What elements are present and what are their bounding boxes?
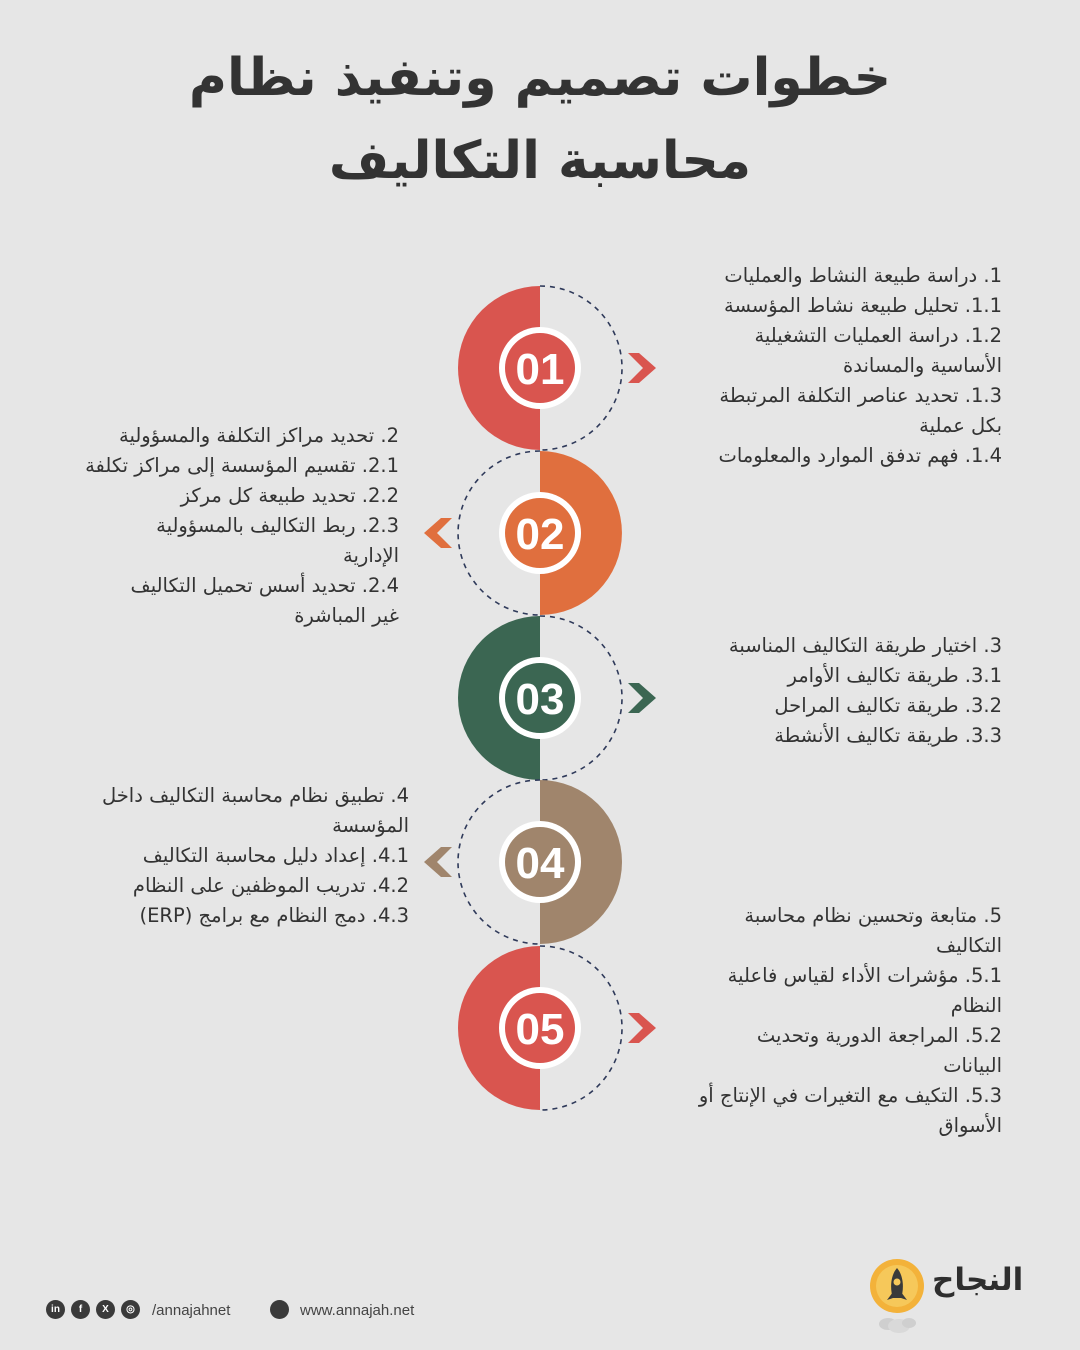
brand-name: النجاح: [932, 1262, 1024, 1298]
linkedin-icon[interactable]: in: [46, 1300, 65, 1319]
step-3-number: 03: [515, 675, 565, 724]
step-3-line: 3.1. طريقة تكاليف الأوامر: [787, 664, 1002, 687]
step-3-text: [672, 631, 1002, 751]
step-4-line: 4.1. إعداد دليل محاسبة التكاليف: [142, 844, 409, 867]
step-3-line: 3.3. طريقة تكاليف الأنشطة: [774, 724, 1002, 747]
step-1-line: بكل عملية: [919, 414, 1002, 437]
step-1-text: [682, 261, 1002, 471]
step-1-line: 1.1. تحليل طبيعة نشاط المؤسسة: [724, 294, 1002, 317]
step-2-number: 02: [515, 510, 565, 559]
step-4-line: 4.2. تدريب الموظفين على النظام: [132, 874, 409, 897]
globe-icon: [270, 1300, 289, 1319]
step-1-chevron-icon: [628, 353, 656, 383]
facebook-icon[interactable]: f: [71, 1300, 90, 1319]
step-1-number: 01: [515, 345, 565, 394]
step-1-line: 1.3. تحديد عناصر التكلفة المرتبطة: [719, 384, 1002, 407]
step-5-line: 5.1. مؤشرات الأداء لقياس فاعلية: [727, 964, 1002, 987]
step-2-line: الإدارية: [343, 544, 399, 567]
step-2-line: 2.4. تحديد أسس تحميل التكاليف: [130, 574, 399, 597]
website-link[interactable]: www.annajah.net: [300, 1302, 415, 1319]
step-5-line: 5.2. المراجعة الدورية وتحديث: [756, 1024, 1002, 1047]
page-title-line-2: محاسبة التكاليف: [328, 131, 752, 191]
step-5-text: [672, 901, 1002, 1141]
social-handle[interactable]: /annajahnet: [152, 1302, 231, 1319]
step-5-line: النظام: [950, 994, 1002, 1017]
step-2-line: غير المباشرة: [294, 604, 399, 627]
step-5-number: 05: [515, 1005, 565, 1054]
step-4-line: 4.3. دمج النظام مع برامج (ERP): [139, 904, 409, 927]
step-4-text: [54, 781, 409, 931]
step-4-number: 04: [515, 839, 565, 888]
step-2-line: 2.2. تحديد طبيعة كل مركز: [180, 484, 399, 507]
step-5-chevron-icon: [628, 1013, 656, 1043]
step-1-line: 1.2. دراسة العمليات التشغيلية: [754, 324, 1002, 347]
page-title-line-1: خطوات تصميم وتنفيذ نظام: [188, 48, 892, 108]
step-2-line: 2.3. ربط التكاليف بالمسؤولية: [156, 514, 399, 537]
step-4-chevron-icon: [424, 847, 452, 877]
step-3-line: 3.2. طريقة تكاليف المراحل: [774, 694, 1002, 717]
step-2-text: [59, 421, 399, 631]
step-4-line: المؤسسة: [332, 814, 409, 837]
x-icon[interactable]: X: [96, 1300, 115, 1319]
step-5-line: 5.3. التكيف مع التغيرات في الإنتاج أو: [698, 1084, 1002, 1107]
step-4-line: 4. تطبيق نظام محاسبة التكاليف داخل: [101, 784, 409, 807]
step-5-line: التكاليف: [936, 934, 1002, 957]
step-3-line: 3. اختيار طريقة التكاليف المناسبة: [728, 634, 1002, 657]
step-3-chevron-icon: [628, 683, 656, 713]
step-2-chevron-icon: [424, 518, 452, 548]
step-1-line: 1.4. فهم تدفق الموارد والمعلومات: [718, 444, 1002, 467]
step-2-line: 2. تحديد مراكز التكلفة والمسؤولية: [119, 424, 399, 447]
step-1-line: 1. دراسة طبيعة النشاط والعمليات: [724, 264, 1002, 287]
step-5-line: الأسواق: [938, 1114, 1002, 1137]
rocket-logo-icon: [866, 1256, 928, 1336]
instagram-icon[interactable]: ◎: [121, 1300, 140, 1319]
step-1-line: الأساسية والمساندة: [843, 354, 1002, 377]
step-5-line: البيانات: [943, 1054, 1002, 1077]
step-2-line: 2.1. تقسيم المؤسسة إلى مراكز تكلفة: [85, 454, 399, 477]
step-5-line: 5. متابعة وتحسين نظام محاسبة: [744, 904, 1002, 927]
